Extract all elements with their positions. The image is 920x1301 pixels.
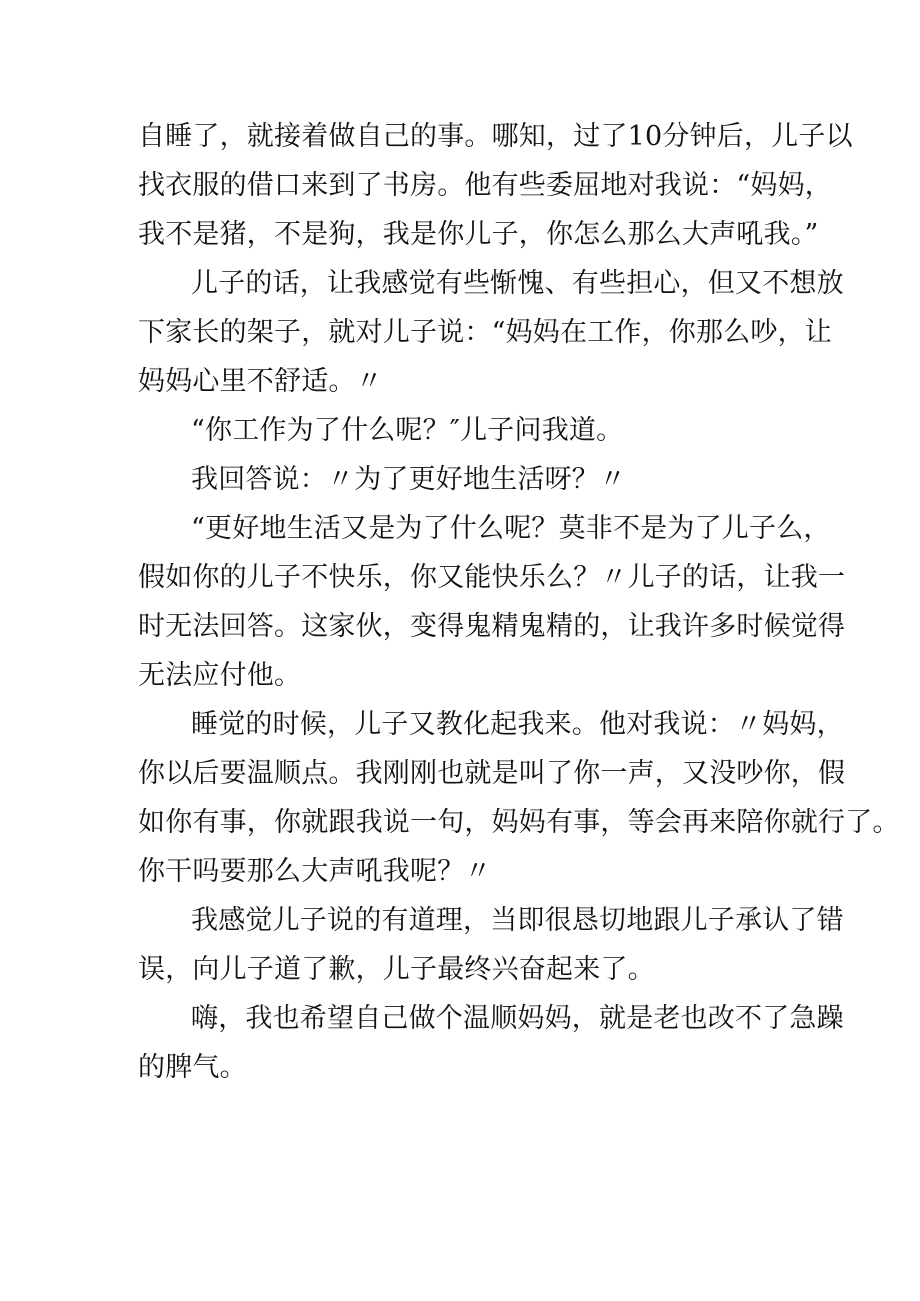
text-line: 妈妈心里不舒适。〃 (138, 366, 383, 397)
text-line: 找衣服的借口来到了书房。他有些委屈地对我说：“妈妈， (138, 170, 833, 201)
text-line: 你以后要温顺点。我刚刚也就是叫了你一声，又没吵你，假 (138, 758, 846, 789)
document-body (138, 112, 900, 1092)
text-line: 时无法回答。这家伙，变得鬼精鬼精的，让我许多时候觉得 (138, 611, 846, 642)
text-line: 假如你的儿子不快乐，你又能快乐么？〃儿子的话，让我一 (138, 562, 846, 593)
text-line: 我感觉儿子说的有道理，当即很恳切地跟儿子承认了错 (191, 905, 844, 936)
text-line: 你干吗要那么大声吼我呢？〃 (138, 856, 492, 887)
text-line: 我回答说：〃为了更好地生活呀？〃 (191, 464, 627, 495)
text-line: 自睡了，就接着做自己的事。哪知，过了10分钟后，儿子以 (138, 121, 853, 152)
text-line: “更好地生活又是为了什么呢？莫非不是为了儿子么， (191, 513, 831, 544)
text-line: “你工作为了什么呢？″儿子问我道。 (191, 415, 624, 446)
text-line: 我不是猪，不是狗，我是你儿子，你怎么那么大声吼我。” (138, 219, 819, 250)
text-line: 无法应付他。 (138, 660, 302, 691)
text-line: 如你有事，你就跟我说一句，妈妈有事，等会再来陪你就行了。 (138, 807, 900, 838)
text-line: 嗨，我也希望自己做个温顺妈妈，就是老也改不了急躁 (191, 1003, 844, 1034)
text-line: 的脾气。 (138, 1052, 247, 1083)
text-line: 儿子的话，让我感觉有些惭愧、有些担心，但又不想放 (191, 268, 844, 299)
text-line: 睡觉的时候，儿子又教化起我来。他对我说：〃妈妈， (191, 709, 844, 740)
text-line: 下家长的架子，就对儿子说：“妈妈在工作，你那么吵，让 (138, 317, 833, 348)
text-line: 误，向儿子道了歉，儿子最终兴奋起来了。 (138, 954, 655, 985)
